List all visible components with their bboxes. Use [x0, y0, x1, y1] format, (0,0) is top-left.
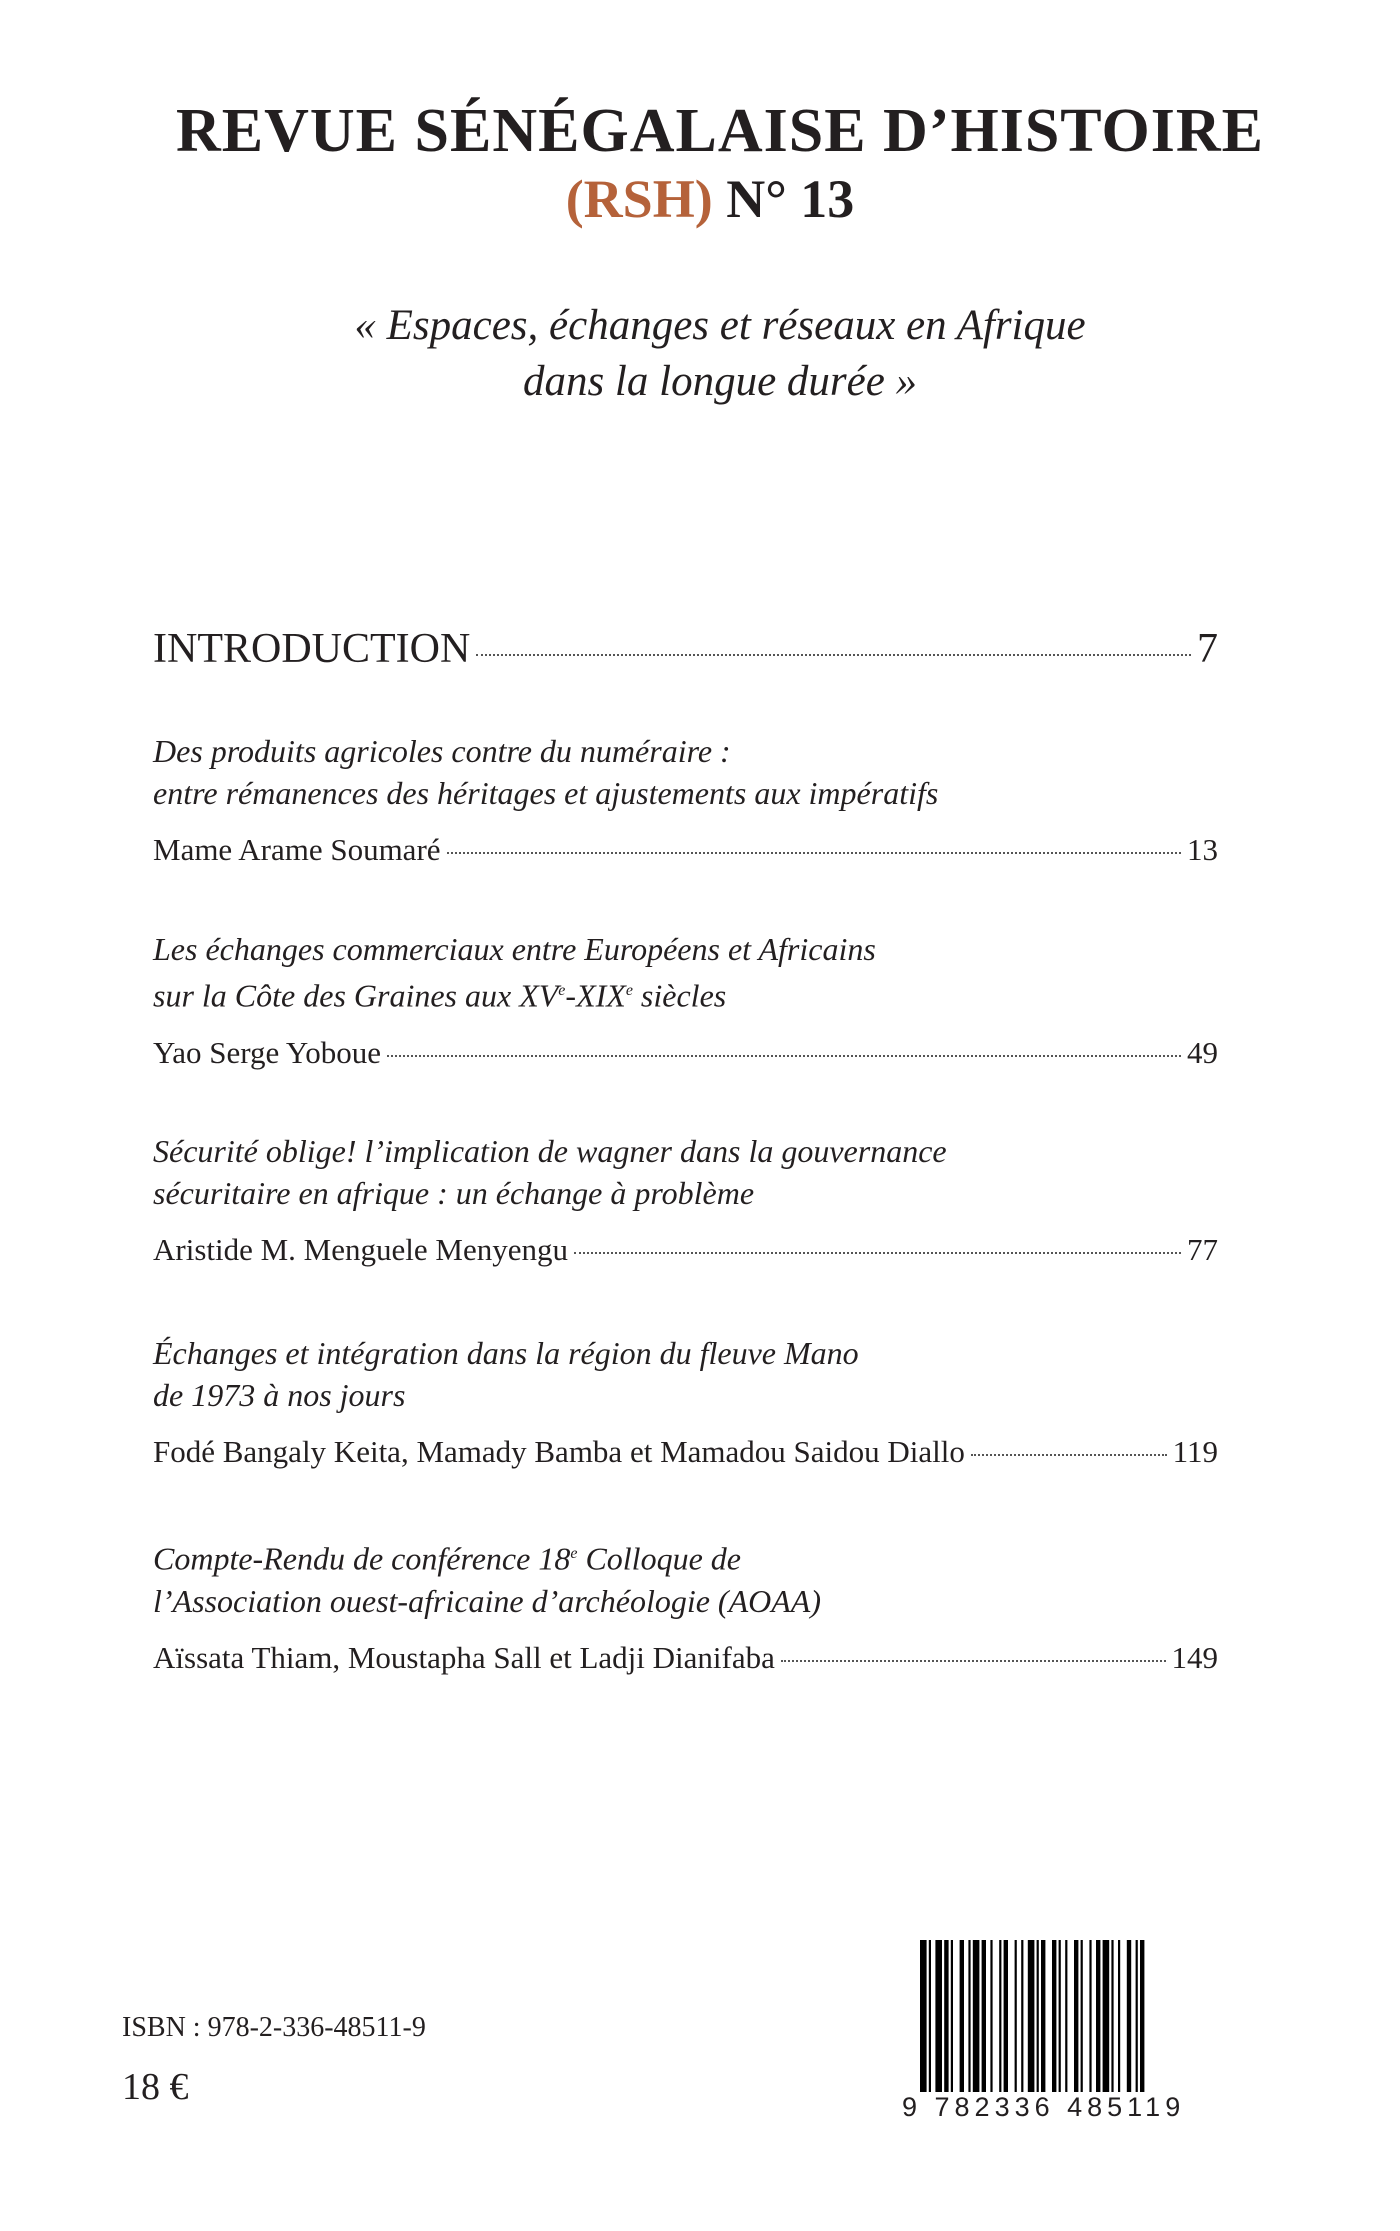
article-title-line: Les échanges commerciaux entre Européens et Africains	[153, 931, 876, 967]
article-title-line	[153, 1533, 1218, 1580]
barcode-bar	[1127, 1940, 1131, 2100]
dot-leader	[781, 1660, 1166, 1662]
barcode-bar	[1089, 1940, 1091, 2100]
barcode-bar	[935, 1940, 942, 2100]
toc-article	[153, 730, 1218, 868]
dot-leader	[387, 1055, 1181, 1057]
toc-article	[153, 1332, 1218, 1470]
title-text: sur la Côte des Graines aux XV	[153, 977, 559, 1014]
title-text: Compte-Rendu de conférence 18	[153, 1540, 571, 1577]
barcode-bar	[1111, 1940, 1113, 2100]
article-title	[153, 730, 1218, 814]
article-authors: Mame Arame Soumaré	[153, 832, 441, 867]
issue-number	[0, 167, 1400, 231]
barcode-bar	[960, 1940, 964, 2100]
barcode-bar	[1118, 1940, 1120, 2100]
barcode-digits: 9 782336 485119	[902, 2092, 1220, 2123]
barcode-bar	[951, 1940, 953, 2100]
article-authors: Aïssata Thiam, Moustapha Sall et Ladji Dianifaba	[153, 1639, 775, 1675]
barcode-bar	[1037, 1940, 1039, 2100]
superscript: e	[558, 982, 566, 999]
article-authors: Yao Serge Yoboue	[153, 1034, 381, 1070]
barcode-bar	[1004, 1940, 1008, 2100]
toc-article	[153, 1130, 1218, 1268]
article-title	[153, 1130, 1218, 1214]
barcode-bar	[968, 1940, 970, 2100]
barcode-bar	[1065, 1940, 1067, 2100]
barcode-bar	[944, 1940, 948, 2100]
barcode-bar	[929, 1940, 931, 2100]
price: 18 €	[122, 2066, 189, 2108]
dot-leader	[574, 1252, 1181, 1254]
article-title-line: sécuritaire en afrique : un échange à problème	[153, 1175, 755, 1211]
barcode-bar	[982, 1940, 986, 2100]
article-page: 49	[1187, 1034, 1218, 1070]
article-title-line: entre rémanences des héritages et ajustements aux impératifs	[153, 775, 939, 811]
dot-leader	[971, 1454, 1167, 1456]
barcode-bar	[1074, 1940, 1078, 2100]
toc-introduction	[153, 625, 1218, 673]
article-page: 149	[1171, 1639, 1218, 1675]
barcode-bar	[1041, 1940, 1045, 2100]
barcode-bar	[920, 1940, 927, 2100]
barcode-bar	[973, 1940, 980, 2100]
article-byline	[153, 1434, 1218, 1470]
article-byline	[153, 1035, 1218, 1071]
isbn: ISBN : 978-2-336-48511-9	[122, 2012, 426, 2043]
barcode-bar	[1136, 1940, 1138, 2100]
barcode-bar	[1103, 1940, 1110, 2100]
article-authors: Aristide M. Menguele Menyengu	[153, 1232, 568, 1267]
superscript: e	[570, 1545, 578, 1562]
toc-article	[153, 1533, 1218, 1676]
toc-article	[153, 928, 1218, 1071]
article-page: 77	[1187, 1232, 1218, 1267]
barcode-bar	[1140, 1940, 1144, 2100]
article-title-line: Sécurité oblige! l’implication de wagner dans la gouvernance	[153, 1133, 947, 1169]
superscript: e	[625, 982, 633, 999]
issue-theme-line-2: dans la longue durée »	[522, 358, 918, 405]
barcode-bar	[990, 1940, 992, 2100]
article-page: 119	[1172, 1434, 1218, 1469]
article-byline	[153, 1232, 1218, 1268]
article-title-line	[153, 970, 1218, 1017]
article-title	[153, 928, 1218, 1017]
article-title	[153, 1533, 1218, 1622]
introduction-page: 7	[1197, 626, 1218, 672]
introduction-label: INTRODUCTION	[153, 626, 471, 672]
header	[0, 95, 1400, 231]
article-title-line: Échanges et intégration dans la région du fleuve Mano	[153, 1335, 859, 1371]
article-title-line: Des produits agricoles contre du numéraire :	[153, 733, 731, 769]
barcode-bar	[1059, 1940, 1061, 2100]
article-page: 13	[1187, 832, 1218, 867]
article-byline	[153, 1640, 1218, 1676]
journal-abbrev: (RSH)	[565, 169, 713, 229]
barcode	[902, 1940, 1220, 2120]
journal-title: REVUE SÉNÉGALAISE D’HISTOIRE	[175, 97, 1265, 165]
article-authors: Fodé Bangaly Keita, Mamady Bamba et Mamadou Saidou Diallo	[153, 1434, 965, 1469]
article-title	[153, 1332, 1218, 1416]
article-byline	[153, 832, 1218, 868]
barcode-bar	[999, 1940, 1001, 2100]
title-text: -XIX	[565, 977, 626, 1014]
issue-theme-line-1: « Espaces, échanges et réseaux en Afrique	[354, 302, 1086, 349]
dot-leader	[476, 654, 1191, 656]
issue-label: N° 13	[726, 169, 855, 229]
barcode-bar	[1081, 1940, 1083, 2100]
barcode-bar	[1052, 1940, 1056, 2100]
article-title-line: l’Association ouest-africaine d’archéologie (AOAA)	[153, 1582, 821, 1619]
article-title-line: de 1973 à nos jours	[153, 1377, 406, 1413]
barcode-bar	[1021, 1940, 1023, 2100]
title-text: siècles	[632, 977, 727, 1014]
barcode-bar	[1028, 1940, 1035, 2100]
barcode-bars	[902, 1940, 1220, 2100]
title-text: Colloque de	[577, 1540, 741, 1577]
barcode-bar	[1015, 1940, 1017, 2100]
issue-theme	[0, 298, 1400, 410]
dot-leader	[447, 852, 1181, 854]
barcode-bar	[1096, 1940, 1100, 2100]
